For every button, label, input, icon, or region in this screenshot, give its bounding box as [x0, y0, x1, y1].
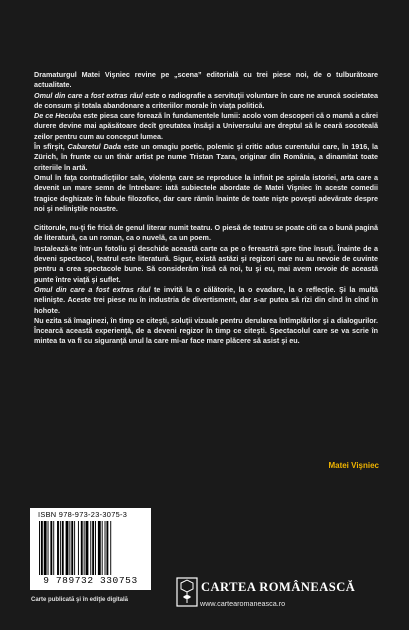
- blurb-paragraph: Omul în faţa contradicţiilor sale, violenţa care se reproduce la infinit pe spirala istoriei, arta care a devenit un mare semn de întrebare: iată subiectele abordate de Matei Vişniec în aceste comedii tragice deghizate în fabule filozofice, dar care rămîn înainte de toate nişte poveşti adevărate despre noi şi neliniştile noastre.: [34, 172, 378, 213]
- blurb-paragraph: Cititorule, nu-ţi fie frică de genul literar numit teatru. O piesă de teatru se poate citi ca o bună pagină de literatură, ca un roman, ca o nuvelă, ca un poem.: [34, 223, 378, 243]
- blurb-paragraph: Instalează-te într-un fotoliu şi deschide această carte ca pe o fereastră spre tine însuţi. Înainte de a deveni spectacol, teatrul este literatură. Sigur, există astăzi şi regizori care nu au nevoie de cuvinte pentru a crea spectacole bune. Să considerăm însă că noi, tu şi eu, mai avem nevoie de această punte între viaţă şi suflet.: [34, 243, 378, 284]
- barcode-digits: 9 789732 330753: [43, 575, 138, 586]
- blurb-paragraph: [34, 142, 378, 173]
- blurb-paragraph: Dramaturgul Matei Vişniec revine pe „scena” editorială cu trei piese noi, de o tulburătoare actualitate.: [34, 70, 378, 90]
- blurb-text-span: În sfîrşit,: [34, 142, 68, 152]
- blurb-text-span: este piesa care forează în fundamentele lumii: acolo vom descoperi că o mamă a cărei durere devine mai apăsătoare decît greutatea însăşi a Universului are dreptul să le ceară socoteală zeilor pentru cum au conceput lumea.: [34, 111, 379, 141]
- blurb-paragraph: [34, 285, 378, 316]
- play-title: De ce Hecuba: [34, 111, 82, 121]
- blurb-paragraph: [34, 91, 378, 112]
- play-title: Omul din care a fost extras răul: [34, 284, 151, 294]
- play-title: Cabaretul Dada: [67, 142, 122, 152]
- blurb-text-span: te invită la o călătorie, la o evadare, la o reflecţie. Şi la multă nelinişte. Aceste trei piese nu în industria de divertisment, dar s-ar putea să rîzi din cînd în cînd în hohote.: [34, 284, 379, 315]
- play-title: Omul din care a fost extras răul: [34, 90, 143, 100]
- isbn-label: ISBN 978-973-23-3075-3: [38, 510, 128, 519]
- barcode-icon: [39, 521, 145, 575]
- publisher-website: www.cartearomaneasca.ro: [200, 599, 286, 608]
- blurb-paragraph: Nu ezita să îmaginezi, în timp ce citeşti, soluţii vizuale pentru derularea întîmplărilor şi a dialogurilor. Încearcă această experienţă, de a deveni regizor în timp ce citeşti. Spectacolul care se va scrie în mintea ta va fi cu siguranţă unul la care mi-ar face mare plăcere să asist şi eu.: [34, 315, 378, 346]
- blurb-text-span: este un omagiu poetic, polemic şi critic adus curentului care, în 1916, la Zürich, în frunte cu un tînăr artist pe nume Tristan Tzara, originar din România, a dinamitat toate criteriile în artă.: [34, 142, 378, 172]
- blurb-paragraph: [34, 111, 378, 142]
- author-signature: Matei Vişniec: [328, 461, 379, 470]
- blurb-text: [34, 70, 378, 347]
- digital-edition-note: Carte publicată şi în ediţie digitală: [31, 597, 129, 603]
- publisher-logo-icon: [176, 577, 198, 607]
- barcode-panel: [30, 508, 151, 590]
- blurb-text-span: este o radiografie a servituţii voluntare în care ne aruncă societatea de consum şi totala abandonare a criteriilor morale în viaţa politică.: [34, 90, 378, 110]
- publisher-name: CARTEA ROMÂNEASCĂ: [201, 580, 356, 594]
